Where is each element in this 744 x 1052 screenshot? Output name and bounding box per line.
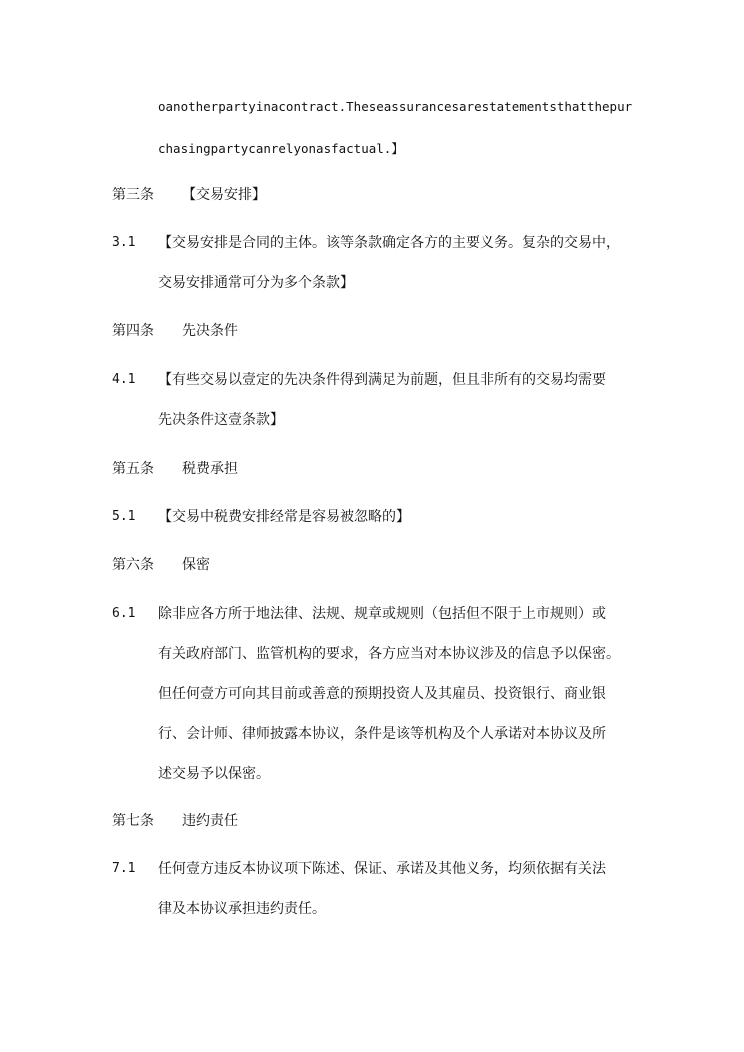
- clause-6-1-line-2: 有关政府部门、监管机构的要求，各方应当对本协议涉及的信息予以保密。: [158, 646, 620, 662]
- clause-3-1-number: 3.1: [112, 235, 136, 250]
- article-6-title: 保密: [182, 557, 210, 573]
- clause-4-1-number: 4.1: [112, 372, 136, 387]
- intro-line-2: chasingpartycanrelyonasfactual.】: [158, 141, 404, 156]
- clause-5-1-number: 5.1: [112, 509, 136, 524]
- clause-3-1-line-1: 【交易安排是合同的主体。该等条款确定各方的主要义务。复杂的交易中，: [158, 235, 620, 251]
- clause-6-1-number: 6.1: [112, 606, 136, 621]
- clause-7-1-line-1: 任何壹方违反本协议项下陈述、保证、承诺及其他义务，均须依据有关法: [158, 861, 606, 877]
- clause-7-1-number: 7.1: [112, 861, 136, 876]
- clause-3-1-line-2: 交易安排通常可分为多个条款】: [158, 275, 354, 291]
- article-6-number: 第六条: [112, 557, 154, 573]
- article-4-title: 先决条件: [182, 323, 238, 339]
- clause-6-1-line-3: 但任何壹方可向其目前或善意的预期投资人及其雇员、投资银行、商业银: [158, 686, 606, 702]
- clause-4-1-line-1: 【有些交易以壹定的先决条件得到满足为前题，但且非所有的交易均需要: [158, 372, 606, 388]
- clause-5-1-line-1: 【交易中税费安排经常是容易被忽略的】: [158, 509, 410, 525]
- clause-6-1-line-5: 述交易予以保密。: [158, 766, 270, 782]
- intro-line-1: oanotherpartyinacontract.Theseassurancesarestatementsthatthepur: [158, 99, 633, 114]
- clause-4-1-line-2: 先决条件这壹条款】: [158, 412, 284, 428]
- article-3-number: 第三条: [112, 187, 154, 203]
- article-3-title: 【交易安排】: [182, 187, 266, 203]
- clause-6-1-line-1: 除非应各方所于地法律、法规、规章或规则（包括但不限于上市规则）或: [158, 606, 606, 622]
- clause-6-1-line-4: 行、会计师、律师披露本协议，条件是该等机构及个人承诺对本协议及所: [158, 726, 606, 742]
- article-5-number: 第五条: [112, 461, 154, 477]
- article-7-number: 第七条: [112, 813, 154, 829]
- article-4-number: 第四条: [112, 323, 154, 339]
- article-7-title: 违约责任: [182, 813, 238, 829]
- article-5-title: 税费承担: [182, 461, 238, 477]
- clause-7-1-line-2: 律及本协议承担违约责任。: [158, 901, 326, 917]
